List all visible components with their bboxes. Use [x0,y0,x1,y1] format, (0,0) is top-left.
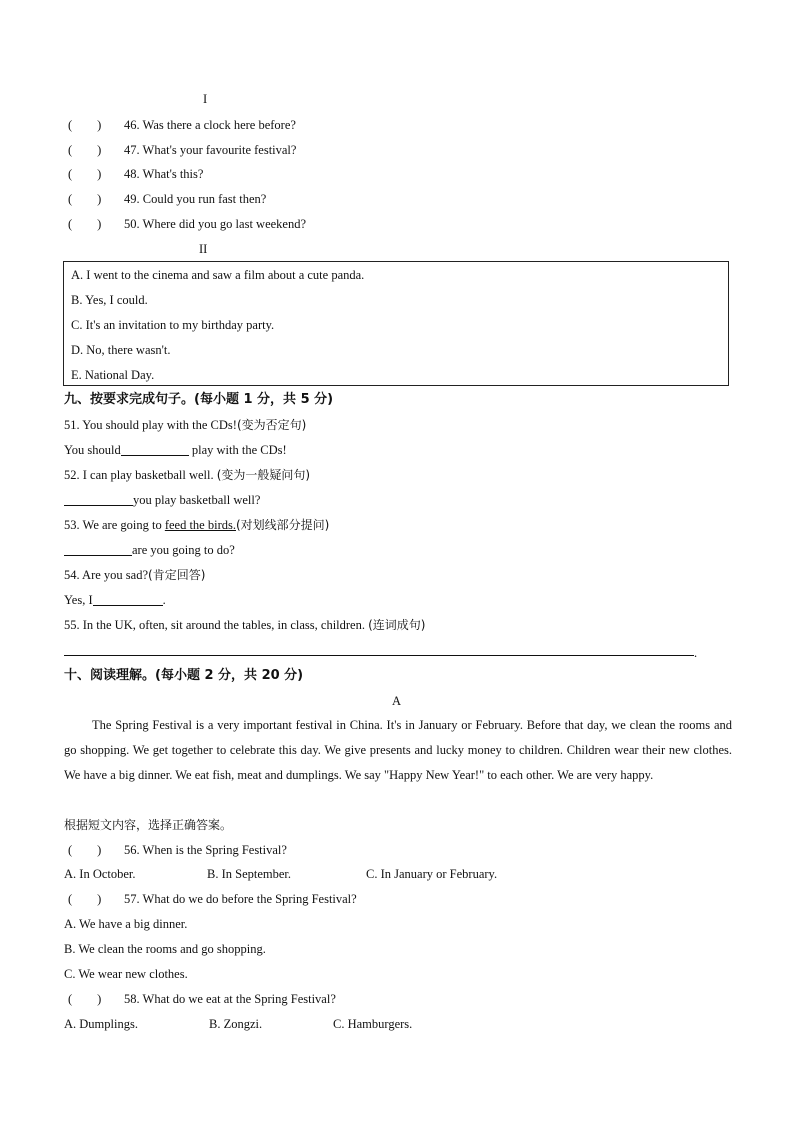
question-text: 55. In the UK, often, sit around the tables, in class, children. [64,618,369,632]
question-text: 58. What do we eat at the Spring Festival? [124,992,336,1006]
question-text: 51. You should play with the CDs! [64,418,237,432]
question-text: 48. What's this? [124,167,204,181]
reading-instruction: 根据短文内容，选择正确答案。 [64,818,233,832]
answer-paren[interactable]: ( ) [68,143,102,157]
q58-option-b: B. Zongzi. [209,1017,263,1031]
answer-55-end-mark: . [694,646,698,660]
answer-suffix: . [162,593,166,607]
answer-blank[interactable] [121,443,189,456]
answer-prefix: You should [64,443,121,457]
answer-paren[interactable]: ( ) [68,118,102,132]
question-text: 47. What's your favourite festival? [124,143,297,157]
answer-suffix: are you going to do? [132,543,235,557]
question-text: 50. Where did you go last weekend? [124,217,307,231]
question-text: 54. Are you sad? [64,568,149,582]
question-hint: (肯定回答) [148,568,206,582]
q56-option-b: B. In September. [207,867,292,881]
q57-option-a: A. We have a big dinner. [64,917,188,931]
question-47 [68,142,296,158]
question-hint: (变为一般疑问句) [216,468,311,482]
section-9-heading: 九、按要求完成句子。(每小题 1 分，共 5 分) [64,392,334,407]
question-58 [68,991,336,1007]
answer-paren[interactable]: ( ) [68,167,102,181]
answer-suffix: you play basketball well? [133,493,261,507]
option-a: A. I went to the cinema and saw a film about a cute panda. [71,268,365,282]
option-d: D. No, there wasn't. [71,343,171,357]
question-53 [64,517,329,533]
answer-paren[interactable]: ( ) [68,843,102,857]
question-text: 46. Was there a clock here before? [124,118,296,132]
q58-option-c: C. Hamburgers. [333,1017,413,1031]
question-49 [68,191,266,207]
question-text: 49. Could you run fast then? [124,192,267,206]
answer-51 [64,442,287,458]
answer-55-line[interactable] [64,655,694,656]
answer-prefix: Yes, I [64,593,93,607]
question-52 [64,467,310,483]
question-hint: (变为否定句) [236,418,307,432]
answer-paren[interactable]: ( ) [68,192,102,206]
answer-blank[interactable] [93,593,163,606]
underlined-phrase: feed the birds. [164,518,236,532]
question-48 [68,166,203,182]
answer-paren[interactable]: ( ) [68,892,102,906]
answer-blank[interactable] [64,543,132,556]
answer-suffix: play with the CDs! [188,443,287,457]
question-text: 52. I can play basketball well. [64,468,217,482]
question-51 [64,417,306,433]
section-10-heading: 十、阅读理解。(每小题 2 分，共 20 分) [64,668,304,683]
question-46 [68,117,296,133]
part-ii-label: II [199,242,208,256]
answer-blank[interactable] [64,493,133,506]
question-50 [68,216,306,232]
question-57 [68,891,357,907]
answer-paren[interactable]: ( ) [68,992,102,1006]
question-hint: (连词成句) [368,618,426,632]
part-i-label: I [203,92,208,106]
question-text: 57. What do we do before the Spring Festival? [124,892,357,906]
question-hint: (对划线部分提问) [235,518,330,532]
q57-option-b: B. We clean the rooms and go shopping. [64,942,266,956]
answer-52 [64,492,260,508]
reading-passage: The Spring Festival is a very important festival in China. It's in January or February. Before that day, we clean the rooms and go shopping. We get together to celebrate this day. We give presents and lucky money to children. Children wear their new clothes. We have a big dinner. We eat fish, meat and dumplings. We say "Happy New Year!" to each other. We are very happy. [64,718,732,782]
q57-option-c: C. We wear new clothes. [64,967,188,981]
question-text: 53. We are going to [64,518,165,532]
option-b: B. Yes, I could. [71,293,148,307]
option-e: E. National Day. [71,368,155,382]
question-55 [64,617,425,633]
answer-54 [64,592,166,608]
q56-option-a: A. In October. [64,867,136,881]
answer-53 [64,542,235,558]
question-text: 56. When is the Spring Festival? [124,843,287,857]
question-56 [68,842,287,858]
option-c: C. It's an invitation to my birthday party. [71,318,275,332]
answer-paren[interactable]: ( ) [68,217,102,231]
q58-option-a: A. Dumplings. [64,1017,138,1031]
q56-option-c: C. In January or February. [366,867,498,881]
question-54 [64,567,205,583]
passage-label: A [392,694,402,708]
